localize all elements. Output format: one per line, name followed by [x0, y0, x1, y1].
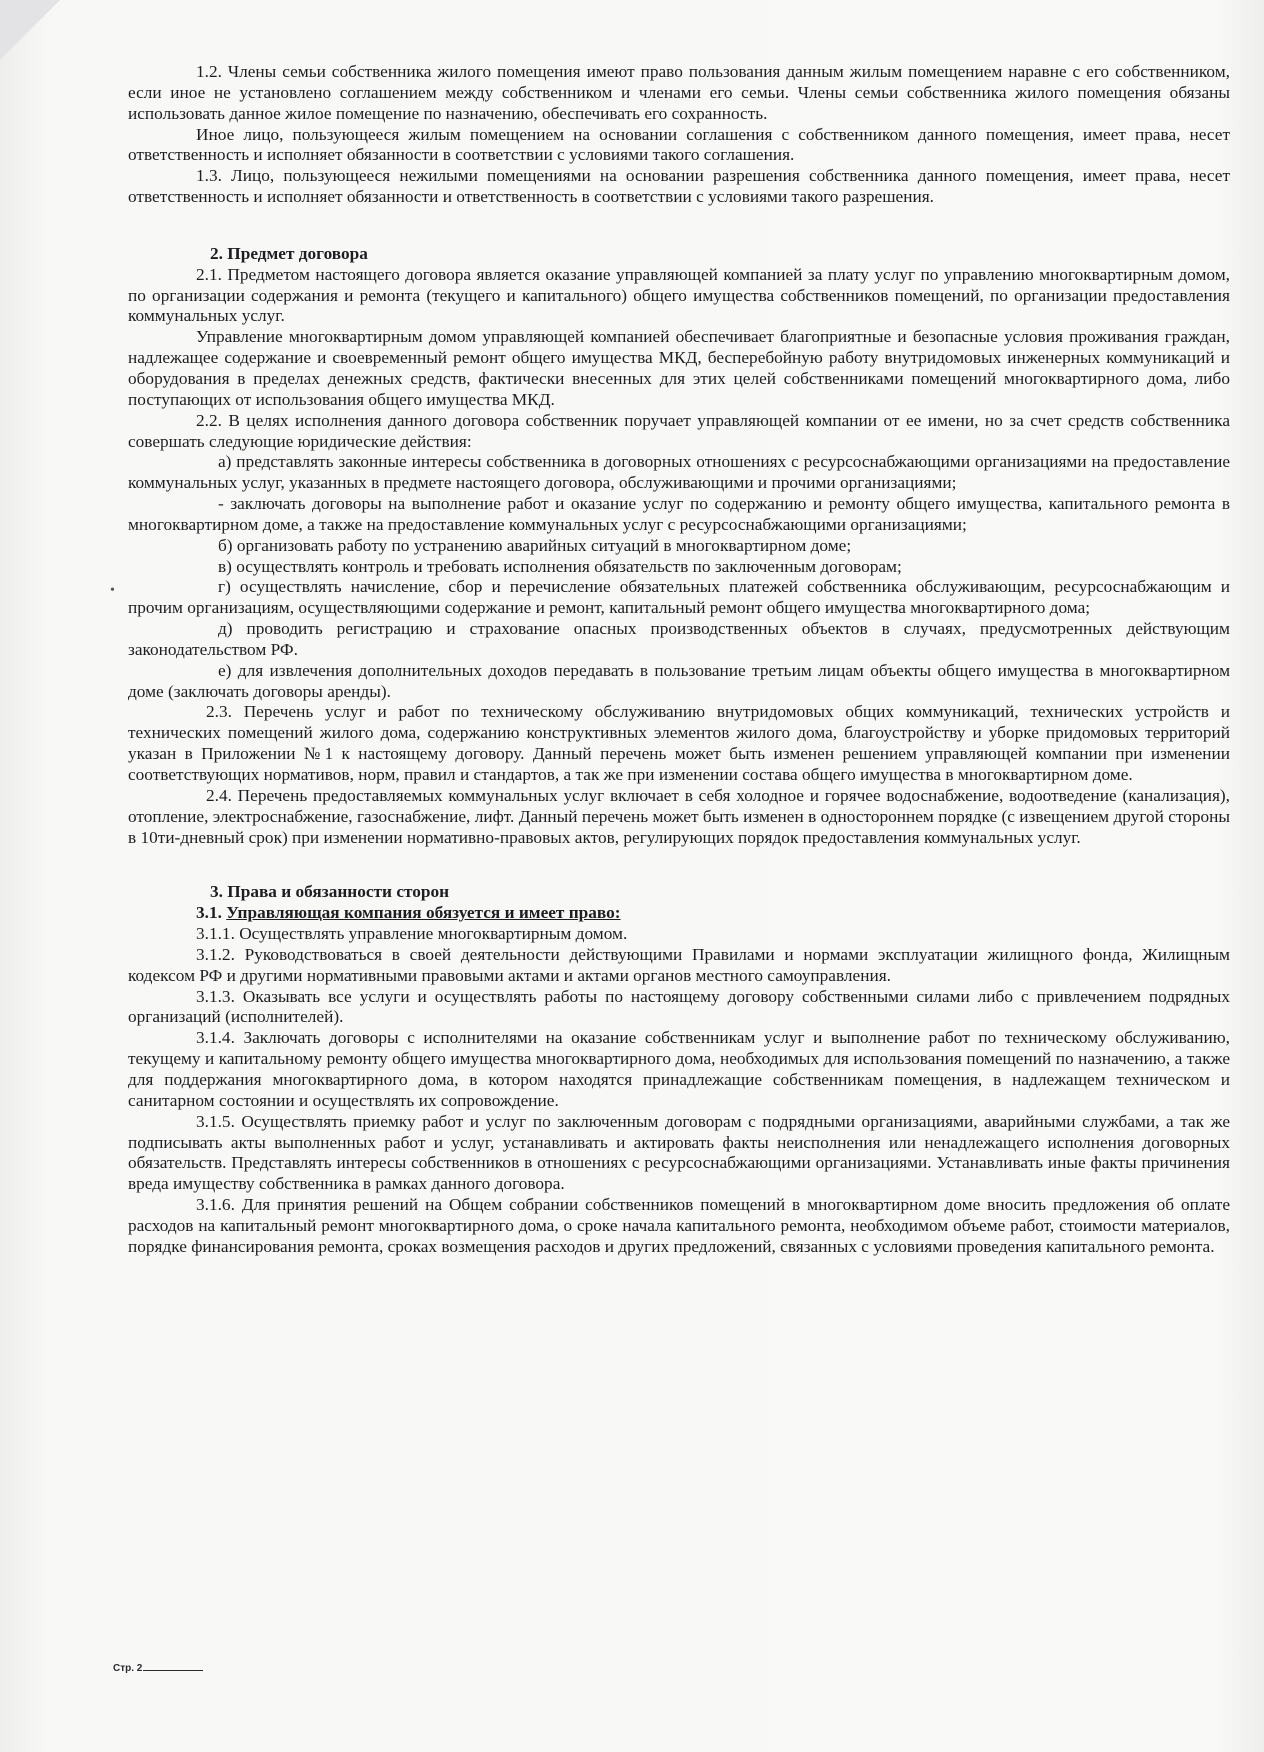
paragraph-3-1-4: 3.1.4. Заключать договоры с исполнителями на оказание собственникам услуг и выполнение работ по техническому обслуживанию, текущему и капитальному ремонту общего имущества многоквартирного дома, необходимых для использования помещений по назначению, а также для поддержания многоквартирного дома, в котором находятся принадлежащие собственникам помещения, в надлежащем техническом и санитарном состоянии и осуществлять их сопровождение.: [128, 1028, 1230, 1110]
section-gap: [128, 848, 1230, 882]
paragraph-1-2-other-person: Иное лицо, пользующееся жилым помещением на основании соглашения с собственником данного помещения, имеет права, несет ответственность и исполняет обязанности в соответствии с условиями такого соглашения.: [128, 124, 1230, 165]
document-body: [128, 62, 1230, 1258]
section-3-heading: 3. Права и обязанности сторон: [210, 882, 450, 902]
scan-mark: •: [110, 583, 115, 598]
page-number: Стр. 2: [113, 1663, 143, 1674]
section-2-heading: 2. Предмет договора: [210, 243, 368, 263]
folded-corner: [0, 0, 60, 60]
paragraph-2-2: 2.2. В целях исполнения данного договора собственник поручает управляющей компании от ее имени, но за счет средств собственника совершать следующие юридические действия:: [128, 410, 1230, 451]
section-gap: [128, 208, 1230, 244]
paragraph-2-4: 2.4. Перечень предоставляемых коммунальных услуг включает в себя холодное и горячее водоснабжение, водоотведение (канализация), отопление, электроснабжение, газоснабжение, лифт. Данный перечень может быть изменен в одностороннем порядке (с извещением другой стороны в 10ти-дневный срок) при изменении нормативно-правовых актов, регулирующих порядок предоставления коммунальных услуг.: [128, 785, 1230, 847]
list-item-a: а) представлять законные интересы собственника в договорных отношениях с ресурсоснабжающими организациями на предоставление коммунальных услуг, указанных в предмете настоящего договора, обслуживающими и прочими организациями;: [128, 452, 1230, 493]
subsection-title: Управляющая компания обязуется и имеет право:: [226, 903, 621, 923]
paragraph-3-1-6: 3.1.6. Для принятия решений на Общем собрании собственников помещений в многоквартирном доме вносить предложения об оплате расходов на капитальный ремонт многоквартирного дома, о сроке начала капитального ремонта, необходимом объеме работ, стоимости материалов, порядке финансирования ремонта, сроках возмещения расходов и других предложений, связанных с условиями проведения капитального ремонта.: [128, 1195, 1230, 1256]
paragraph-3-1-3: 3.1.3. Оказывать все услуги и осуществлять работы по настоящему договору собственными силами либо с привлечением подрядных организаций (исполнителей).: [128, 986, 1230, 1027]
subsection-3-1-heading: [128, 903, 1230, 924]
paragraph-3-1-2: 3.1.2. Руководствоваться в своей деятельности действующими Правилами и нормами эксплуатации жилищного фонда, Жилищным кодексом РФ и другими нормативными правовыми актами и актами органов местного самоуправления.: [128, 944, 1230, 985]
paragraph-1-3: 1.3. Лицо, пользующееся нежилыми помещениями на основании разрешения собственника данного помещения, имеет права, несет ответственность и исполняет обязанности и ответственность в соответствии с условиями такого разрешения.: [128, 166, 1230, 207]
list-item-d: д) проводить регистрацию и страхование опасных производственных объектов в случаях, предусмотренных действующим законодательством РФ.: [128, 619, 1230, 659]
paragraph-2-1-management: Управление многоквартирным домом управляющей компанией обеспечивает благоприятные и безопасные условия проживания граждан, надлежащее содержание и своевременный ремонт общего имущества МКД, бесперебойную работу внутридомовых инженерных коммуникаций и оборудования в пределах денежных средств, фактически внесенных для этих целей собственниками помещений многоквартирного дома, либо поступающих от использования общего имущества МКД.: [128, 327, 1230, 409]
paragraph-3-1-5: 3.1.5. Осуществлять приемку работ и услуг по заключенным договорам с подрядными организациями, аварийными службами, а так же подписывать акты выполненных работ и услуг, устанавливать и актировать факты неисполнения или ненадлежащего исполнения договорных обязательств. Представлять интересы собственников в отношениях с ресурсоснабжающими организациями. Устанавливать иные факты причинения вреда имуществу собственника в рамках данного договора.: [128, 1111, 1230, 1194]
list-item-dash: - заключать договоры на выполнение работ и оказание услуг по содержанию и ремонту общего имущества, капитального ремонта в многоквартирном доме, а также на предоставление коммунальных услуг с ресурсоснабжающими организациями;: [128, 494, 1230, 534]
paragraph-3-1-1: 3.1.1. Осуществлять управление многоквартирным домом.: [196, 924, 628, 944]
paragraph-2-1: 2.1. Предметом настоящего договора является оказание управляющей компанией за плату услуг по управлению многоквартирным домом, по организации содержания и ремонта (текущего и капитального) общего имущества собственников помещений, по организации предоставления коммунальных услуг.: [128, 264, 1230, 326]
list-item-b: б) организовать работу по устранению аварийных ситуаций в многоквартирном доме;: [218, 535, 852, 555]
signature-line: [143, 1670, 203, 1671]
page-footer: [113, 1663, 203, 1674]
list-item-g: г) осуществлять начисление, сбор и перечисление обязательных платежей собственника обслуживающим, ресурсоснабжающим и прочим организациям, осуществляющими содержание и ремонт, капитальный ремонт общего имущества многоквартирного дома;: [128, 577, 1230, 618]
list-item-v: в) осуществлять контроль и требовать исполнения обязательств по заключенным договорам;: [218, 556, 902, 576]
subsection-number: 3.1.: [196, 903, 222, 923]
list-item-e: е) для извлечения дополнительных доходов передавать в пользование третьим лицам объекты общего имущества в многоквартирном доме (заключать договоры аренды).: [128, 660, 1230, 701]
paragraph-2-3: 2.3. Перечень услуг и работ по техническому обслуживанию внутридомовых общих коммуникаций, технических устройств и технических помещений жилого дома, содержанию конструктивных элементов жилого дома, благоустройству и уборке придомовых территорий указан в Приложении №1 к настоящему договору. Данный перечень может быть изменен решением управляющей компании при изменении соответствующих нормативов, норм, правил и стандартов, а так же при изменении состава общего имущества в многоквартирном доме.: [128, 702, 1230, 784]
paragraph-1-2: 1.2. Члены семьи собственника жилого помещения имеют право пользования данным жилым помещением наравне с его собственником, если иное не установлено соглашением между собственником и членами его семьи. Члены семьи собственника жилого помещения обязаны использовать данное жилое помещение по назначению, обеспечивать его сохранность.: [128, 62, 1230, 123]
